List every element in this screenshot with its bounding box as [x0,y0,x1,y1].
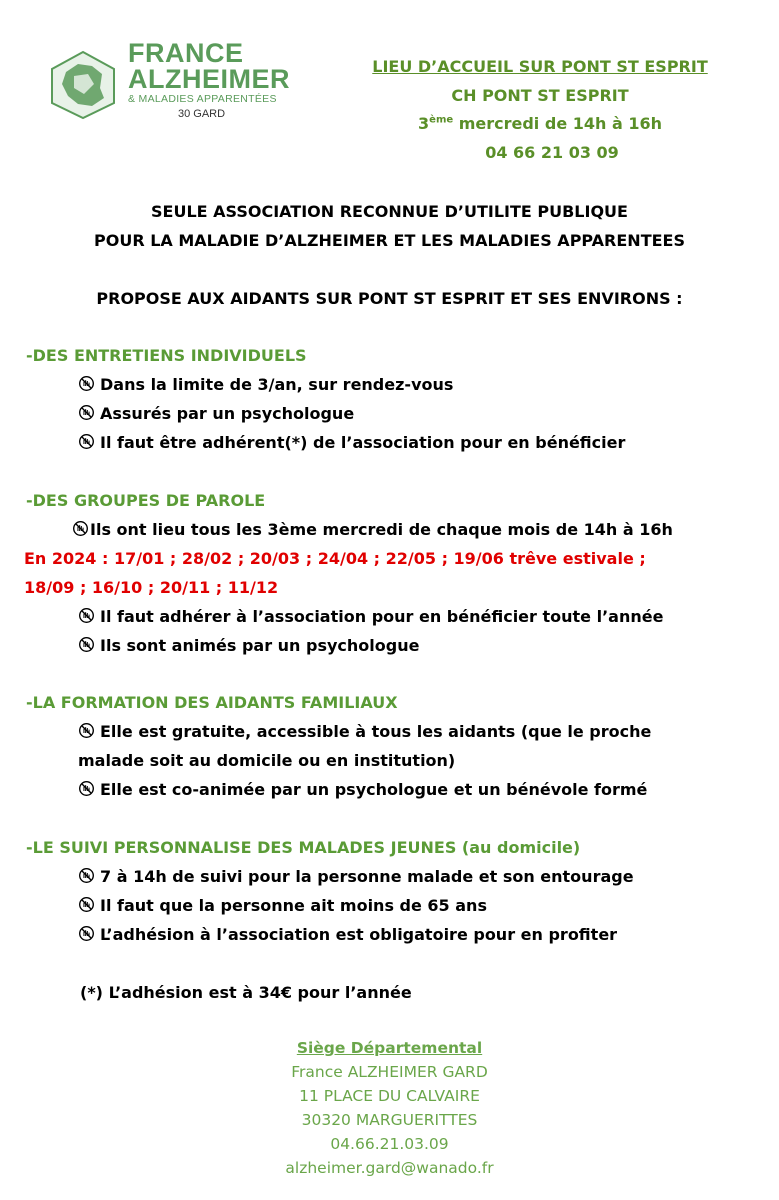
list-item [78,607,663,628]
header-title: LIEU D’ACCUEIL SUR PONT ST ESPRIT [372,57,708,76]
no-hand-icon [78,433,100,454]
no-hand-icon [78,607,100,628]
no-hand-icon [78,925,100,946]
footer-phone: 04.66.21.03.09 [330,1135,449,1153]
list-item-text: Il faut être adhérent(*) de l’association pour en bénéficier [100,433,626,452]
footer-email[interactable]: alzheimer.gard@wanado.fr [285,1159,494,1177]
list-item [78,925,617,946]
list-item [78,896,487,917]
list-item-text: L’adhésion à l’association est obligatoire pour en profiter [100,925,618,944]
schedule-sup: ème [429,114,454,126]
header-phone: 04 66 21 03 09 [485,143,619,162]
no-hand-icon [78,867,100,888]
hexagon-france-map-icon [48,50,118,120]
logo-line-2: ALZHEIMER [128,64,290,94]
intro-line-1: SEULE ASSOCIATION RECONNUE D’UTILITE PUBLIQUE [151,202,628,221]
logo-line-3: & MALADIES APPARENTÉES [128,93,277,105]
header-place: CH PONT ST ESPRIT [451,86,629,105]
no-hand-icon [78,896,100,917]
list-item-text: Il faut adhérer à l’association pour en bénéficier toute l’année [100,607,664,626]
schedule-rest: mercredi de 14h à 16h [453,114,662,133]
footer [0,1036,779,1180]
list-item [78,722,651,743]
list-item [78,433,625,454]
list-item-text: Elle est gratuite, accessible à tous les aidants (que le proche [100,722,652,741]
membership-note: (*) L’adhésion est à 34€ pour l’année [80,983,412,1002]
list-item-text: Ils ont lieu tous les 3ème mercredi de chaque mois de 14h à 16h [90,520,673,539]
schedule-num: 3 [418,114,430,133]
section-title-entretiens: -DES ENTRETIENS INDIVIDUELS [26,346,307,365]
intro-line-3: PROPOSE AUX AIDANTS SUR PONT ST ESPRIT ET SES ENVIRONS : [96,289,683,308]
list-item [78,375,453,396]
no-hand-icon [78,404,100,425]
list-item [72,520,673,541]
no-hand-icon [72,520,90,541]
list-item [78,404,354,425]
no-hand-icon [78,636,100,657]
list-item-text: Dans la limite de 3/an, sur rendez-vous [100,375,454,394]
logo-line-4: 30 GARD [178,108,226,120]
no-hand-icon [78,375,100,396]
logo-line-1: FRANCE [128,38,244,68]
header-schedule [340,114,740,133]
footer-title: Siège Départemental [296,1039,483,1057]
list-item [78,867,634,888]
section-title-suivi: -LE SUIVI PERSONNALISE DES MALADES JEUNES (au domicile) [26,838,581,857]
footer-city: 30320 MARGUERITTES [301,1111,478,1129]
list-item-text: Il faut que la personne ait moins de 65 ans [100,896,487,915]
footer-address: 11 PLACE DU CALVAIRE [299,1087,480,1105]
section-title-groupes: -DES GROUPES DE PAROLE [26,491,266,510]
intro-line-2: POUR LA MALADIE D’ALZHEIMER ET LES MALADIES APPARENTEES [94,231,685,250]
list-item-text: Assurés par un psychologue [100,404,355,423]
list-item [78,636,419,657]
dates-line-1: En 2024 : 17/01 ; 28/02 ; 20/03 ; 24/04 ; 22/05 ; 19/06 trêve estivale ; [24,549,646,568]
list-item [78,780,647,801]
section-title-formation: -LA FORMATION DES AIDANTS FAMILIAUX [26,693,398,712]
dates-line-2: 18/09 ; 16/10 ; 20/11 ; 11/12 [24,578,279,597]
list-item-text: Elle est co-animée par un psychologue et un bénévole formé [100,780,648,799]
list-item-continuation: malade soit au domicile ou en institution) [78,751,456,770]
no-hand-icon [78,780,100,801]
footer-org: France ALZHEIMER GARD [291,1063,488,1081]
no-hand-icon [78,722,100,743]
logo [48,40,298,125]
list-item-text: 7 à 14h de suivi pour la personne malade et son entourage [100,867,634,886]
list-item-text: Ils sont animés par un psychologue [100,636,420,655]
